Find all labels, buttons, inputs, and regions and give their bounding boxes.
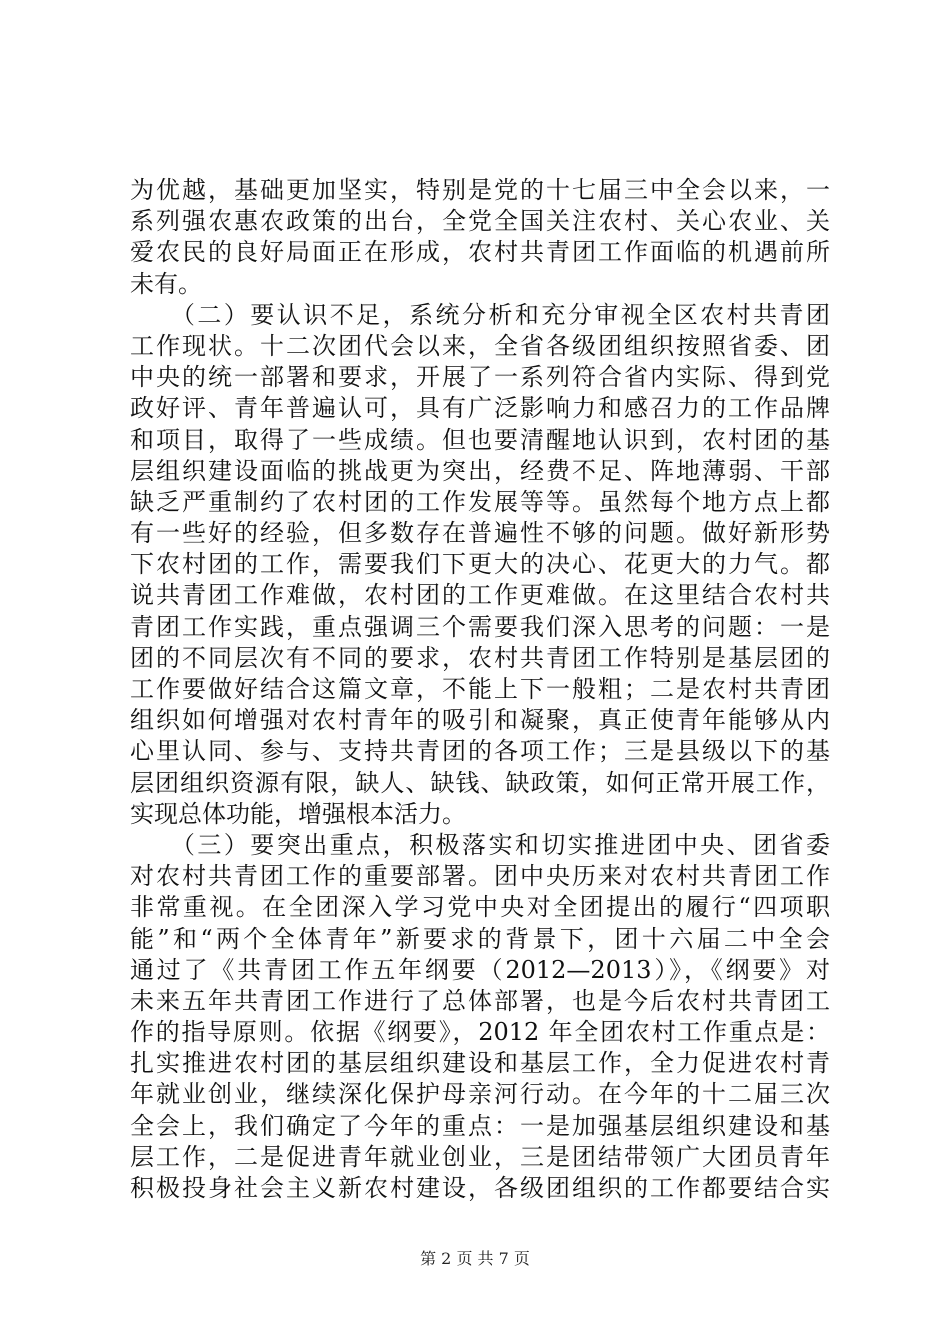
text-line: 系列强农惠农政策的出台，全党全国关注农村、关心农业、关	[130, 207, 830, 236]
text-line: 作的指导原则。依据《纲要》，2012 年全团农村工作重点是：	[130, 1018, 830, 1047]
text-line: 说共青团工作难做，农村团的工作更难做。在这里结合农村共	[130, 581, 830, 610]
text-line: 通过了《共青团工作五年纲要（2012—2013）》，《纲要》对	[130, 955, 830, 984]
text-line: 全会上，我们确定了今年的重点：一是加强基层组织建设和基	[130, 1111, 830, 1140]
text-line: 和项目，取得了一些成绩。但也要清醒地认识到，农村团的基	[130, 425, 830, 454]
section-heading-line: （二）要认识不足，系统分析和充分审视全区农村共青团	[130, 300, 830, 329]
text-line: 层工作，二是促进青年就业创业，三是团结带领广大团员青年	[130, 1142, 830, 1171]
text-line: 层组织建设面临的挑战更为突出，经费不足、阵地薄弱、干部	[130, 456, 830, 485]
text-line: 扎实推进农村团的基层组织建设和基层工作，全力促进农村青	[130, 1049, 830, 1078]
text-line: 有一些好的经验，但多数存在普遍性不够的问题。做好新形势	[130, 519, 830, 548]
text-line: 实现总体功能，增强根本活力。	[130, 799, 466, 828]
text-line: 年就业创业，继续深化保护母亲河行动。在今年的十二届三次	[130, 1080, 830, 1109]
text-line: 下农村团的工作，需要我们下更大的决心、花更大的力气。都	[130, 550, 830, 579]
text-line: 心里认同、参与、支持共青团的各项工作；三是县级以下的基	[130, 737, 830, 766]
text-line: 对农村共青团工作的重要部署。团中央历来对农村共青团工作	[130, 862, 830, 891]
text-line: 未有。	[130, 269, 202, 298]
text-line: 青团工作实践，重点强调三个需要我们深入思考的问题：一是	[130, 612, 830, 641]
text-line: 团的不同层次有不同的要求，农村共青团工作特别是基层团的	[130, 643, 830, 672]
text-line: 层团组织资源有限，缺人、缺钱、缺政策，如何正常开展工作，	[130, 768, 830, 797]
text-line: 爱农民的良好局面正在形成，农村共青团工作面临的机遇前所	[130, 238, 830, 267]
text-line: 工作现状。十二次团代会以来，全省各级团组织按照省委、团	[130, 331, 830, 360]
section-heading-line: （三）要突出重点，积极落实和切实推进团中央、团省委	[130, 830, 830, 859]
text-line: 为优越，基础更加坚实，特别是党的十七届三中全会以来，一	[130, 176, 830, 204]
page-number-footer: 第 2 页 共 7 页	[420, 1249, 530, 1268]
body-text	[130, 175, 830, 1204]
text-line: 中央的统一部署和要求，开展了一系列符合省内实际、得到党	[130, 363, 830, 392]
text-line: 非常重视。在全团深入学习党中央对全团提出的履行“四项职	[130, 893, 830, 922]
text-line: 积极投身社会主义新农村建设，各级团组织的工作都要结合实	[130, 1174, 830, 1202]
text-line: 未来五年共青团工作进行了总体部署，也是今后农村共青团工	[130, 986, 830, 1015]
text-line: 组织如何增强对农村青年的吸引和凝聚，真正使青年能够从内	[130, 706, 830, 735]
text-line: 工作要做好结合这篇文章，不能上下一般粗；二是农村共青团	[130, 675, 830, 703]
text-line: 能”和“两个全体青年”新要求的背景下，团十六届二中全会	[130, 924, 830, 953]
text-line: 政好评、青年普遍认可，具有广泛影响力和感召力的工作品牌	[130, 394, 830, 423]
text-line: 缺乏严重制约了农村团的工作发展等等。虽然每个地方点上都	[130, 487, 830, 516]
